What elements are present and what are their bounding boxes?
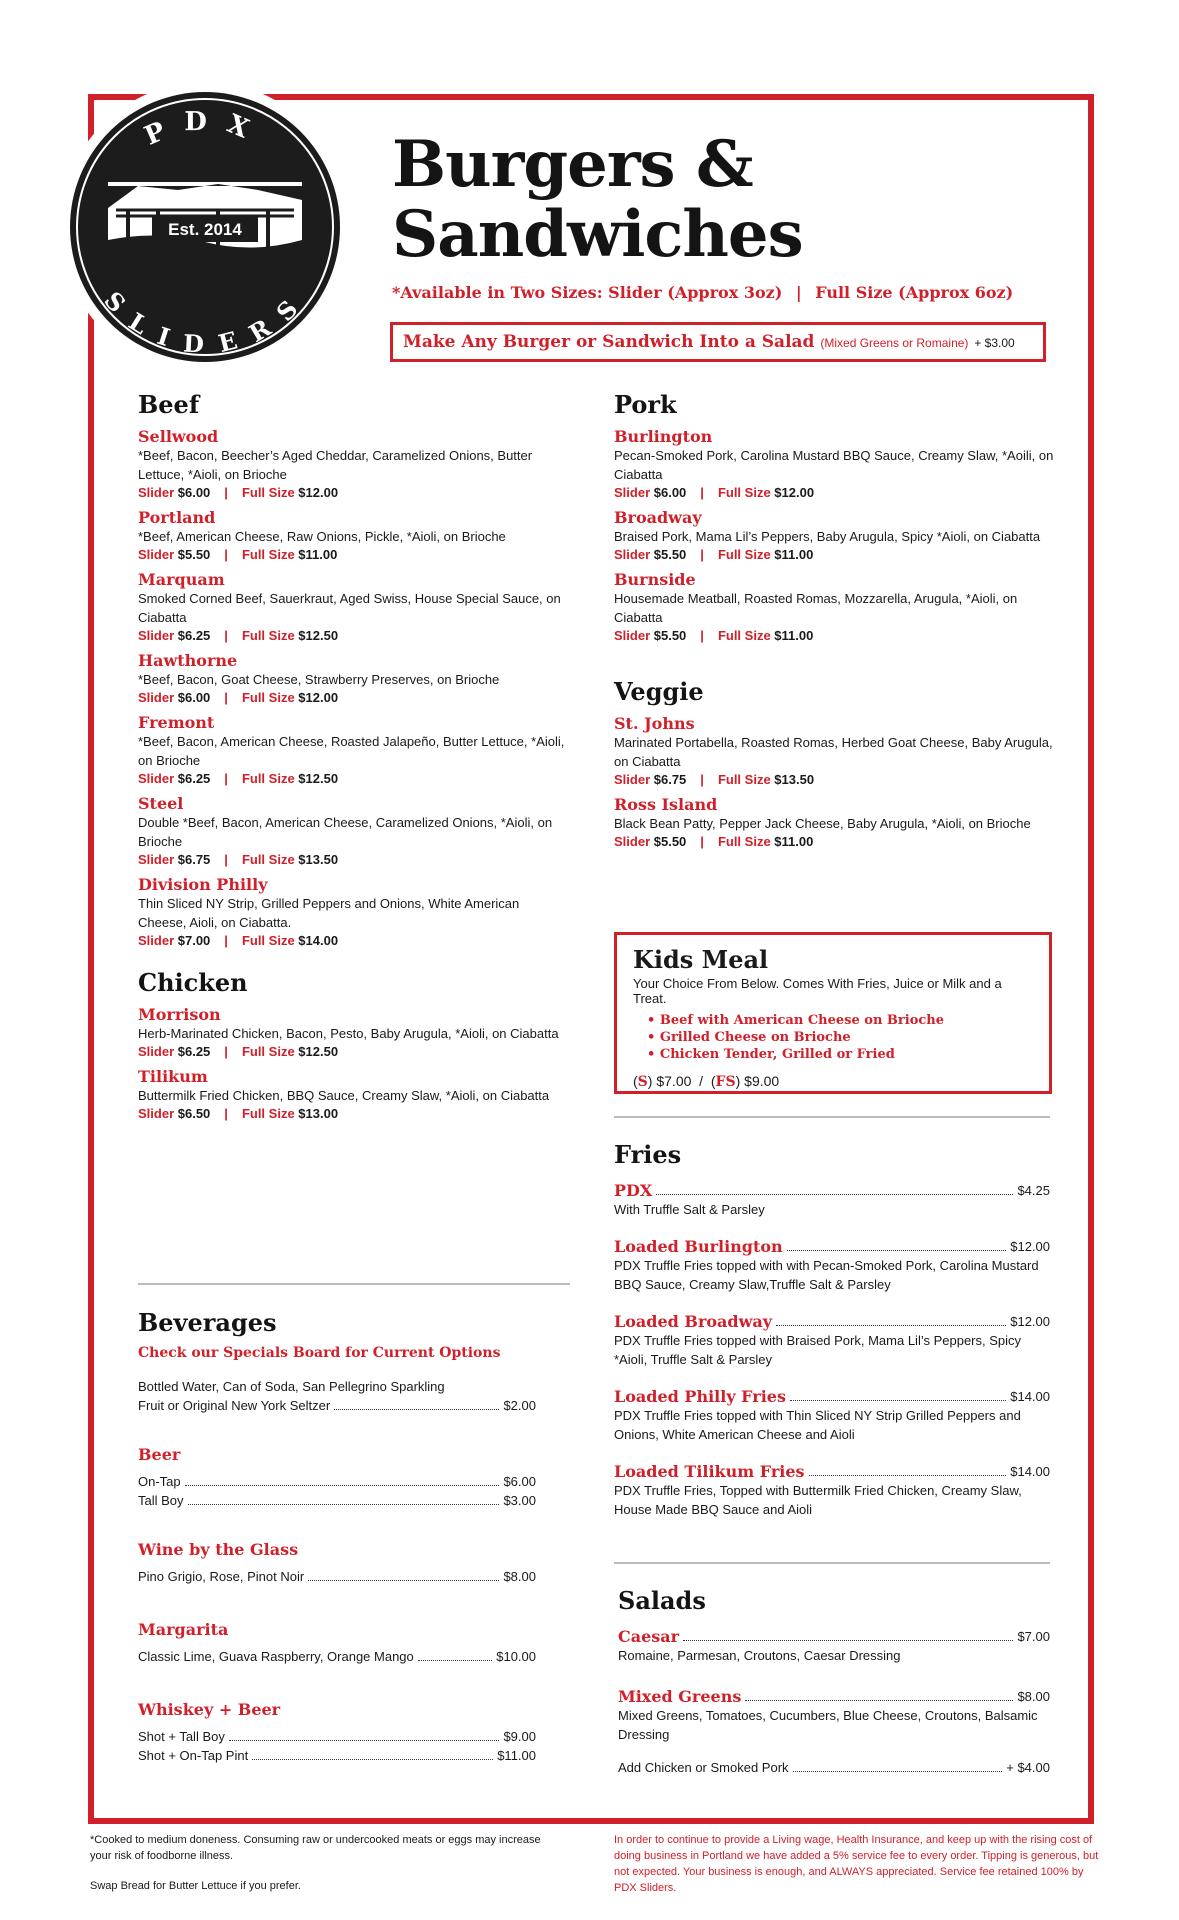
line-text: On-Tap [138,1474,181,1489]
menu-item [614,570,1064,643]
item-price: $14.00 [1010,1464,1050,1479]
item-name: Portland [138,508,216,527]
menu-item [614,1312,1050,1369]
menu-item [618,1627,1050,1665]
item-price [138,628,568,643]
slider-price: $5.50 [653,834,687,849]
slider-price: $7.00 [177,933,211,948]
kids-option: • Chicken Tender, Grilled or Fried [647,1046,1033,1063]
slider-label: Slider [614,547,651,562]
item-desc: Herb-Marinated Chicken, Bacon, Pesto, Baby Arugula, *Aioli, on Ciabatta [138,1026,559,1041]
slider-price: $5.50 [653,628,687,643]
section-title-pork: Pork [614,390,677,419]
menu-item [614,1387,1050,1444]
footer-left: *Cooked to medium doneness. Consuming raw or undercooked meats or eggs may increase your risk of foodborne illness. Swap Bread for Butter Lettuce if you prefer. [90,1834,541,1892]
item-desc: PDX Truffle Fries topped with with Pecan-Smoked Pork, Carolina Mustard BBQ Sauce, Creamy Slaw,Truffle Salt & Parsley [614,1258,1039,1292]
full-label: Full Size [717,485,771,500]
item-name: Loaded Tilikum Fries [614,1462,805,1481]
slider-label: Slider [614,772,651,787]
item-header [614,1387,1050,1406]
logo [60,82,350,372]
slider-label: Slider [138,933,175,948]
kids-price: (S) $7.00 / (FS) $9.00 [633,1073,780,1090]
item-header [614,1462,1050,1481]
full-label: Full Size [241,933,295,948]
item-price [614,628,1064,643]
divider [138,1283,570,1285]
item-price: $7.00 [1017,1629,1050,1644]
full-price: $12.50 [298,1044,339,1059]
price-sep: | [700,772,704,787]
item-price [138,1106,568,1121]
price-sep: | [700,834,704,849]
item-name: Burlington [614,427,713,446]
item-desc: Buttermilk Fried Chicken, BBQ Sauce, Creamy Slaw, *Aioli, on Ciabatta [138,1088,550,1103]
price-sep: | [224,933,228,948]
item-price [614,834,1064,849]
kids-option: • Grilled Cheese on Brioche [647,1029,1033,1046]
salads-list [618,1627,1050,1744]
menu-item [138,794,568,867]
item-price: $8.00 [1017,1689,1050,1704]
slider-price: $6.75 [177,852,211,867]
menu-item [138,1067,568,1121]
item-desc: Housemade Meatball, Roasted Romas, Mozzarella, Arugula, *Aioli, on Ciabatta [614,591,1018,625]
item-name: Loaded Burlington [614,1237,783,1256]
line-price: $6.00 [503,1474,536,1489]
item-price [138,547,568,562]
bev-basic-line2: Fruit or Original New York Seltzer $2.00 [138,1398,536,1413]
leader-dots [809,1462,1007,1476]
menu-item [614,714,1064,787]
leader-dots [656,1181,1013,1195]
full-label: Full Size [241,547,295,562]
item-desc: Mixed Greens, Tomatoes, Cucumbers, Blue Cheese, Croutons, Balsamic Dressing [618,1708,1038,1742]
full-price: $12.00 [298,690,339,705]
item-name: St. Johns [614,714,695,733]
full-price: $13.00 [298,1106,339,1121]
slider-label: Slider [138,1106,175,1121]
item-desc: PDX Truffle Fries, Topped with Buttermilk Fried Chicken, Creamy Slaw, House Made BBQ Sauce and Aioli [614,1483,1022,1517]
line-text: Shot + Tall Boy [138,1729,225,1744]
item-desc: PDX Truffle Fries topped with Thin Sliced NY Strip Grilled Peppers and Onions, White American Cheese and Aioli [614,1408,1021,1442]
full-label: Full Size [717,772,771,787]
full-label: Full Size [241,1106,295,1121]
slider-label: Slider [138,852,175,867]
item-price [138,852,568,867]
item-desc: Double *Beef, Bacon, American Cheese, Caramelized Onions, *Aioli, on Brioche [138,815,553,849]
slider-price: $6.00 [653,485,687,500]
slider-label: Slider [614,485,651,500]
size-info: *Available in Two Sizes: Slider (Approx 3oz) | Full Size (Approx 6oz) [392,283,1014,302]
slider-label: Slider [138,690,175,705]
full-label: Full Size [241,1044,295,1059]
wine-title: Wine by the Glass [138,1540,299,1559]
slider-price: $6.25 [177,628,211,643]
item-name: Tilikum [138,1067,208,1086]
item-price [614,772,1064,787]
item-price [138,690,568,705]
menu-item [614,427,1064,500]
full-price: $12.00 [774,485,815,500]
price-sep: | [700,628,704,643]
salads-section [618,1586,1050,1777]
menu-item [138,427,568,500]
item-header [614,1312,1050,1331]
slider-price: $6.00 [177,690,211,705]
price-sep: | [224,852,228,867]
line-price: $9.00 [503,1729,536,1744]
price-sep: | [700,547,704,562]
full-price: $14.00 [298,933,339,948]
full-label: Full Size [717,628,771,643]
leader-dots [787,1237,1007,1251]
right-column [614,390,1064,849]
item-header [618,1627,1050,1646]
menu-item [614,508,1064,562]
slider-label: Slider [614,834,651,849]
section-title-salads: Salads [618,1586,706,1615]
slider-label: Slider [614,628,651,643]
price-sep: | [224,1044,228,1059]
full-label: Full Size [241,690,295,705]
section-title-chicken: Chicken [138,968,248,997]
item-header [614,1237,1050,1256]
section-title-veggie: Veggie [614,677,704,706]
veggie-list [614,714,1064,849]
item-name: Loaded Philly Fries [614,1387,786,1406]
slider-price: $6.50 [177,1106,211,1121]
margarita-title: Margarita [138,1620,229,1639]
item-name: Mixed Greens [618,1687,742,1706]
menu-item [138,570,568,643]
price-sep: | [224,628,228,643]
slider-label: Slider [138,628,175,643]
item-price: $12.00 [1010,1239,1050,1254]
item-desc: With Truffle Salt & Parsley [614,1202,765,1217]
full-price: $12.50 [298,628,339,643]
full-price: $11.00 [774,628,814,643]
line-text: Tall Boy [138,1493,184,1508]
menu-item [138,1005,568,1059]
menu-item [614,795,1064,849]
section-title-beef: Beef [138,390,200,419]
page-title: Burgers & Sandwiches [392,127,803,272]
item-desc: *Beef, Bacon, American Cheese, Roasted Jalapeño, Butter Lettuce, *Aioli, on Brioche [138,734,565,768]
item-name: Ross Island [614,795,718,814]
item-price [138,485,568,500]
item-name: Steel [138,794,184,813]
menu-item [138,713,568,786]
item-desc: Thin Sliced NY Strip, Grilled Peppers and Onions, White American Cheese, Aioli, on Ciabatta. [138,896,520,930]
item-price [138,1044,568,1059]
item-name: Fremont [138,713,215,732]
item-name: Division Philly [138,875,268,894]
menu-item [138,875,568,948]
slider-label: Slider [138,485,175,500]
leader-dots [683,1627,1013,1641]
beer-list [138,1472,536,1510]
beer-title: Beer [138,1445,181,1464]
whiskey-title: Whiskey + Beer [138,1700,281,1719]
fries-section [614,1140,1050,1519]
slider-label: Slider [138,1044,175,1059]
item-name: Loaded Broadway [614,1312,773,1331]
item-header [614,1181,1050,1200]
item-price: $12.00 [1010,1314,1050,1329]
price-sep: | [224,485,228,500]
item-name: Sellwood [138,427,219,446]
price-sep: | [224,1106,228,1121]
item-name: Broadway [614,508,702,527]
footer-right: In order to continue to provide a Living wage, Health Insurance, and keep up with the rising cost of doing business in Portland we have added a 5% service fee to every order. Tipping is generous, but not expected. Your business is enough, and ALWAYS appreciated. Service fee retained 100% by PDX Sliders. [614,1834,1099,1894]
item-price: $4.25 [1017,1183,1050,1198]
section-title-fries: Fries [614,1140,682,1169]
price-line [138,1472,536,1491]
full-price: $11.00 [774,547,814,562]
full-price: $12.00 [298,485,339,500]
margarita-line: Classic Lime, Guava Raspberry, Orange Mango $10.00 [138,1649,536,1664]
price-line [138,1727,536,1746]
full-label: Full Size [241,771,295,786]
item-price [614,485,1064,500]
kids-desc: Your Choice From Below. Comes With Fries, Juice or Milk and a Treat. [633,976,1002,1006]
logo-bottom-text: SLIDERS [98,285,312,360]
full-price: $11.00 [774,834,814,849]
item-name: Hawthorne [138,651,238,670]
full-price: $13.50 [774,772,815,787]
full-price: $11.00 [298,547,338,562]
leader-dots [776,1312,1006,1326]
item-name: Caesar [618,1627,680,1646]
slider-price: $6.25 [177,1044,211,1059]
item-desc: Black Bean Patty, Pepper Jack Cheese, Baby Arugula, *Aioli, on Brioche [614,816,1031,831]
beverages-section [138,1308,536,1765]
slider-price: $6.75 [653,772,687,787]
item-desc: Pecan-Smoked Pork, Carolina Mustard BBQ Sauce, Creamy Slaw, *Aoili, on Ciabatta [614,448,1054,482]
menu-item [614,1462,1050,1519]
kids-title: Kids Meal [633,945,769,974]
kids-options [633,1012,1033,1063]
item-price [138,771,568,786]
full-price: $13.50 [298,852,339,867]
item-desc: Braised Pork, Mama Lil’s Peppers, Baby Arugula, Spicy *Aioli, on Ciabatta [614,529,1041,544]
bev-basic-line1: Bottled Water, Can of Soda, San Pellegrino Sparkling [138,1379,445,1394]
full-label: Full Size [241,485,295,500]
leader-dots [790,1387,1006,1401]
price-sep: | [224,547,228,562]
section-title-beverages: Beverages [138,1308,277,1337]
leader-dots [188,1491,500,1505]
kids-option: • Beef with American Cheese on Brioche [647,1012,1033,1029]
left-column [138,390,568,1121]
item-desc: Romaine, Parmesan, Croutons, Caesar Dressing [618,1648,901,1663]
price-sep: | [224,690,228,705]
item-desc: PDX Truffle Fries topped with Braised Pork, Mama Lil’s Peppers, Spicy *Aioli, Truffle Salt & Parsley [614,1333,1022,1367]
item-name: PDX [614,1181,653,1200]
item-name: Marquam [138,570,225,589]
item-desc: Smoked Corned Beef, Sauerkraut, Aged Swiss, House Special Sauce, on Ciabatta [138,591,561,625]
full-label: Full Size [717,547,771,562]
item-header [618,1687,1050,1706]
slider-price: $6.00 [177,485,211,500]
logo-top-text: PDX [140,106,270,152]
pork-list [614,427,1064,643]
menu-item [614,1237,1050,1294]
item-price: $14.00 [1010,1389,1050,1404]
divider [614,1562,1050,1564]
est-text: Est. 2014 [168,220,242,239]
chicken-list [138,1005,568,1121]
menu-item [138,651,568,705]
item-name: Morrison [138,1005,221,1024]
item-desc: Marinated Portabella, Roasted Romas, Herbed Goat Cheese, Baby Arugula, on Ciabatta [614,735,1053,769]
slider-price: $6.25 [177,771,211,786]
item-name: Burnside [614,570,696,589]
menu-item [138,508,568,562]
item-price [138,933,568,948]
salad-option-box: Make Any Burger or Sandwich Into a Salad (Mixed Greens or Romaine) + $3.00 [390,322,1046,362]
menu-item [614,1181,1050,1219]
full-label: Full Size [241,852,295,867]
line-text: Shot + On-Tap Pint [138,1748,249,1763]
specials-note: Check our Specials Board for Current Options [138,1345,501,1361]
leader-dots [229,1727,500,1741]
slider-label: Slider [138,771,175,786]
leader-dots [745,1687,1013,1701]
line-price: $11.00 [497,1748,536,1763]
item-desc: *Beef, Bacon, Beecher’s Aged Cheddar, Caramelized Onions, Butter Lettuce, *Aioli, on Brioche [138,448,533,482]
whiskey-list [138,1727,536,1765]
salad-addon: Add Chicken or Smoked Pork + $4.00 [618,1760,1050,1775]
pdx-sliders-logo [68,90,342,364]
kids-meal-box [614,932,1052,1094]
leader-dots [252,1746,493,1760]
price-line [138,1491,536,1510]
slider-price: $5.50 [177,547,211,562]
item-desc: *Beef, Bacon, Goat Cheese, Strawberry Preserves, on Brioche [138,672,500,687]
wine-line: Pino Grigio, Rose, Pinot Noir $8.00 [138,1569,536,1584]
leader-dots [185,1472,500,1486]
slider-label: Slider [138,547,175,562]
item-desc: *Beef, American Cheese, Raw Onions, Pickle, *Aioli, on Brioche [138,529,506,544]
full-label: Full Size [241,628,295,643]
item-price [614,547,1064,562]
fries-list [614,1181,1050,1519]
price-line [138,1746,536,1765]
slider-price: $5.50 [653,547,687,562]
price-sep: | [700,485,704,500]
line-price: $3.00 [503,1493,536,1508]
beef-list [138,427,568,948]
full-price: $12.50 [298,771,339,786]
menu-item [618,1687,1050,1744]
price-sep: | [224,771,228,786]
full-label: Full Size [717,834,771,849]
divider [614,1116,1050,1118]
